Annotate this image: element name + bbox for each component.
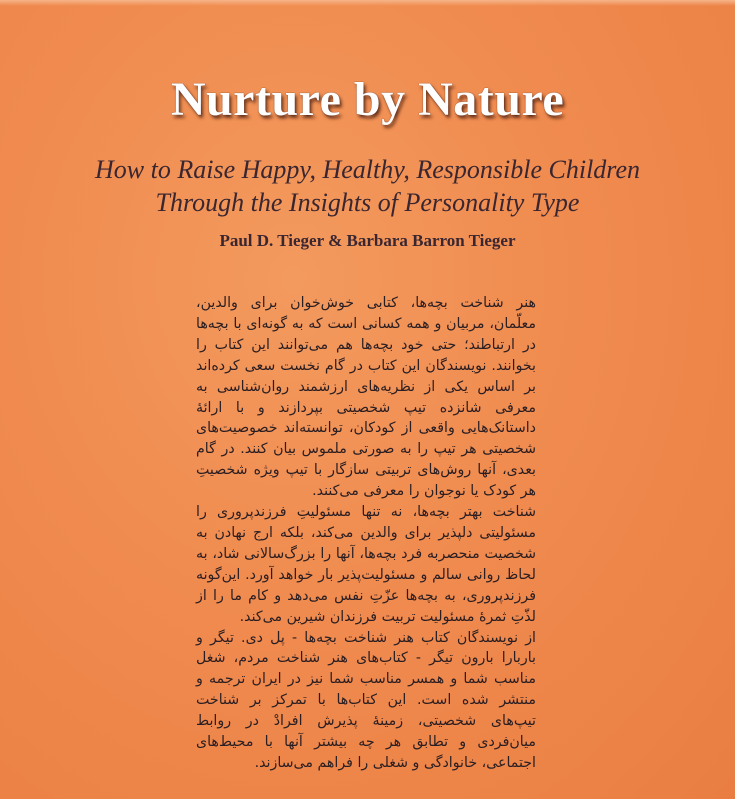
persian-description bbox=[196, 293, 536, 774]
description-paragraph-1: هنر شناخت بچه‌ها، کتابی خوش‌خوان برای والدین، معلّمان، مربیان و همه کسانی است که به گونه‌ای با بچه‌ها در ارتباطند؛ حتی خود بچه‌ها هم می‌توانند این کتاب را بخوانند. نویسندگان این کتاب در گام نخست سعی کرده‌اند بر اساس یکی از نظریه‌های ارزشمند روان‌شناسی به معرفی شانزده تیپ شخصیتی بپردازند و با ارائهٔ داستانک‌هایی واقعی از کودکان، توانسته‌اند خصوصیت‌های شخصیتی هر تیپ را به صورتی ملموس بیان کنند. در گام بعدی، آنها روش‌های تربیتی سازگار با تیپ ویژه شخصیتِ هر کودک یا نوجوان را معرفی می‌کنند. bbox=[196, 295, 536, 500]
cover-edge bbox=[0, 0, 735, 6]
description-paragraph-2: شناخت بهتر بچه‌ها، نه تنها مسئولیتِ فرزندپروری را مسئولیتی دلپذیر برای والدین می‌کند، بلکه ارج نهادن به شخصیت منحصربه فرد بچه‌ها، آنها را بزرگ‌سالانی شاد، به لحاظ روانی سالم و مسئولیت‌پذیر بار خواهد آورد. این‌گونه فرزندپروری، به بچه‌ها عزّتِ نفس می‌دهد و کام ما را از لذّتِ ثمرهٔ مسئولیت تربیت فرزندان شیرین می‌کند. bbox=[196, 504, 536, 625]
description-paragraph-3: از نویسندگان کتاب هنر شناخت بچه‌ها - پل دی. تیگر و باربارا بارون تیگر - کتاب‌های هنر شناخت مردم، شغل مناسب شما و همسر مناسب شما نیز در ایران ترجمه و منتشر شده است. این کتاب‌ها با تمرکز بر شناخت تیپ‌های شخصیتی، زمینهٔ پذیرش افرادْ در روابط میان‌فردی و تطابق هر چه بیشتر آنها با محیط‌های اجتماعی، خانوادگی و شغلی را فراهم می‌سازند. bbox=[196, 629, 536, 771]
book-subtitle-line-1: How to Raise Happy, Healthy, Responsible Children bbox=[95, 155, 640, 184]
book-subtitle-line-2: Through the Insights of Personality Type bbox=[155, 188, 580, 217]
book-title: Nurture by Nature bbox=[170, 73, 565, 126]
book-authors: Paul D. Tieger & Barbara Barron Tieger bbox=[219, 231, 516, 250]
